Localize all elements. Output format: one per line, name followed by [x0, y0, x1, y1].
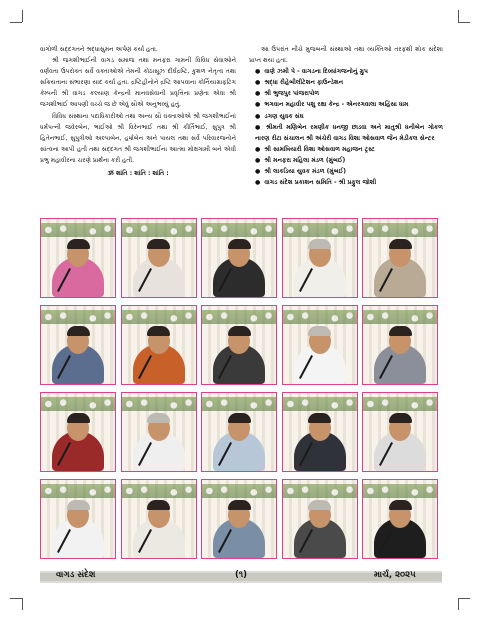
person-hair — [228, 326, 251, 336]
person-hair — [228, 413, 251, 423]
flower-decoration — [41, 310, 115, 324]
condolence-intro: આ ઉપરાંત નીચે મુજબની સંસ્થાઓ તથા વ્યક્તિઓ તરફથી શોક સંદેશા પ્રાપ્ત થયા હતા. — [249, 46, 443, 65]
shanti-line: ૐ શાંતિ : શાંતિ : શાંતિ : — [107, 170, 169, 178]
speaker-photo-11 — [40, 392, 116, 472]
flower-decoration — [41, 223, 115, 237]
crop-mark-bottom-left-v — [22, 598, 23, 610]
person-hair — [308, 500, 331, 510]
left-paragraph-3: વિવિધ સંસ્થાના પદાધિકારીઓ તથા અન્ય સૌ વક્તાઓએ શ્રી જગશીભાઈનાં ધર્મપત્ની જવેરબેન, ભાઈઓ શ્રી વિરેનભાઈ તથા શ્રી કીર્તિભાઈ, સુપુત્ર શ્રી હિતેનભાઈ, સુપુત્રીઓ અલ્પાબેન, હર્ષાબેન અને પાયલ તથા સર્વે પરિવારજનોને સાંત્વના આપી હતી તથા સદ્દગત શ્રી જગશીભાઈના આત્મા મોક્ષગામી બને એવી પ્રભુ મહાવીરના ચરણે પ્રાર્થના કરી હતી. — [40, 112, 236, 164]
flower-decoration — [122, 397, 196, 411]
bullet-icon: ● — [255, 79, 261, 87]
person-hair — [67, 326, 90, 336]
condolence-item-2: ● શ્રદ્ધા રીહેબીલીટેશન ફાઉન્ડેશન — [255, 79, 344, 87]
bullet-icon: ● — [255, 101, 261, 109]
person-hair — [308, 239, 331, 249]
flower-decoration — [122, 310, 196, 324]
flower-decoration — [202, 310, 276, 324]
speaker-photo-4 — [282, 218, 358, 298]
speaker-photo-15 — [362, 392, 438, 472]
condolence-item-8: ● શ્રી મનફરા મહિલા મંડળ (મુંબઈ) — [255, 156, 346, 164]
flower-decoration — [283, 484, 357, 498]
person-hair — [147, 413, 170, 423]
condolence-item-1: ● વાણે ઝમી પે - વાગડના દિવ્યાંગજનોનું ગ્રુપ — [255, 68, 368, 76]
person-hair — [67, 500, 90, 510]
speaker-photo-5 — [362, 218, 438, 298]
bullet-icon: ● — [255, 123, 262, 131]
person-hair — [389, 413, 412, 423]
flower-decoration — [363, 310, 437, 324]
speaker-photo-7 — [121, 305, 197, 385]
speaker-photo-13 — [201, 392, 277, 472]
condolence-item-7: ● શ્રી સામખિયારી વિશા ઓસવાળ મહાજન ટ્રસ્ટ — [255, 145, 375, 153]
speaker-photo-12 — [121, 392, 197, 472]
footer-page-number: (૧) — [235, 570, 247, 580]
person-hair — [67, 239, 90, 249]
condolence-item-4: ● ભગવાન મહાવીર પશુ રક્ષા કેન્દ્ર - એનરગવાલા અહિંસા ધામ — [255, 101, 409, 109]
speaker-photo-3 — [201, 218, 277, 298]
crop-mark-top-right-h — [458, 22, 470, 23]
person-hair — [147, 326, 170, 336]
speaker-photo-6 — [40, 305, 116, 385]
person-hair — [308, 413, 331, 423]
speaker-photo-18 — [201, 479, 277, 559]
speaker-photo-20 — [362, 479, 438, 559]
person-hair — [308, 326, 331, 336]
person-hair — [147, 500, 170, 510]
bullet-icon: ● — [255, 168, 261, 176]
speaker-photo-grid — [40, 218, 442, 568]
person-hair — [228, 239, 251, 249]
person-hair — [389, 326, 412, 336]
flower-decoration — [283, 223, 357, 237]
bullet-icon: ● — [255, 179, 261, 187]
speaker-photo-19 — [282, 479, 358, 559]
flower-decoration — [283, 397, 357, 411]
crop-mark-top-left-h — [10, 22, 22, 23]
footer-issue-date: માર્ચ, ૨૦૨૫ — [374, 570, 416, 580]
condolence-item-10: ● વાગડ સંદેશ પ્રકાશન સમિતિ - શ્રી પ્રફુલ જોશી — [255, 179, 377, 187]
flower-decoration — [283, 310, 357, 324]
crop-mark-bottom-right-v — [458, 598, 459, 610]
flower-decoration — [122, 484, 196, 498]
right-text-column — [249, 44, 443, 188]
speaker-photo-16 — [40, 479, 116, 559]
person-hair — [147, 239, 170, 249]
condolence-item-3: ● શ્રી ભુજપુર પાંજરાપોળ — [255, 90, 320, 98]
speaker-photo-2 — [121, 218, 197, 298]
speaker-photo-14 — [282, 392, 358, 472]
speaker-photo-17 — [121, 479, 197, 559]
person-hair — [228, 500, 251, 510]
bullet-icon: ● — [255, 112, 261, 120]
flower-decoration — [122, 223, 196, 237]
bullet-icon: ● — [255, 145, 261, 153]
flower-decoration — [202, 397, 276, 411]
footer-magazine-name: વાગડ સંદેશ — [56, 570, 96, 580]
speaker-photo-10 — [362, 305, 438, 385]
crop-mark-bottom-right-h — [458, 598, 470, 599]
speaker-photo-9 — [282, 305, 358, 385]
left-text-column — [40, 44, 236, 179]
bullet-icon: ● — [255, 156, 261, 164]
flower-decoration — [363, 397, 437, 411]
flower-decoration — [202, 223, 276, 237]
flower-decoration — [363, 223, 437, 237]
flower-decoration — [363, 484, 437, 498]
condolence-item-5: ● ડગણ યુવક સંઘ — [255, 112, 304, 120]
speaker-photo-1 — [40, 218, 116, 298]
bullet-icon: ● — [255, 90, 261, 98]
crop-mark-bottom-left-h — [10, 598, 22, 599]
condolence-item-9: ● શ્રી લાકડિયા યુવક મંડળ (મુંબઈ) — [255, 168, 347, 176]
crop-mark-top-right-v — [458, 10, 459, 22]
crop-mark-top-left-v — [22, 10, 23, 22]
condolence-item-6: ● શ્રીમતી મણિબેન રમણીક ધનજી છાડવા અને માતુશ્રી ધનીબેન ગોકળ નારણ રીટા સંચાલન શ્રી અંચેરી વાગડ વિશા ઓસવાળ જૈન મેડીકલ સેન્ટર — [255, 123, 443, 142]
flower-decoration — [41, 397, 115, 411]
speaker-photo-8 — [201, 305, 277, 385]
left-paragraph-1: વાગોળી સદ્દગતને શ્રદ્ધાસુમન અર્પણ કર્યા હતા. — [40, 46, 158, 53]
person-hair — [67, 413, 90, 423]
left-paragraph-2: શ્રી જગશીભાઈની વાગડ સમાજ તથા મનફરા ગામની વિવિધ સેવાઓને વર્ણવતા ઉપરોક્ત સર્વે વક્તાઓએ તેમની કોઠાસૂઝ દીર્ઘદ્રષ્ટિ, કુશળ નેતૃત્વ તથા સક્રિયતાના સંભારણા યાદ કર્યા હતા. દ્રષ્ટિહીનોને દ્રષ્ટિ આપવાના કોર્નિયાગ્રાફટિંગ કેમ્પની શ્રી વાગડ કલ્યાણ કેન્દ્રની માનવસેવાની પ્રવૃત્તિના પ્રણેતા એવા શ્રી જગશીભાઈ આપણી વચ્ચે જ છે એવું સૌએ અનુભવ્યું હતું. — [40, 57, 236, 109]
bullet-icon: ● — [255, 68, 261, 76]
flower-decoration — [202, 484, 276, 498]
person-hair — [389, 239, 412, 249]
flower-decoration — [41, 484, 115, 498]
person-hair — [389, 500, 412, 510]
